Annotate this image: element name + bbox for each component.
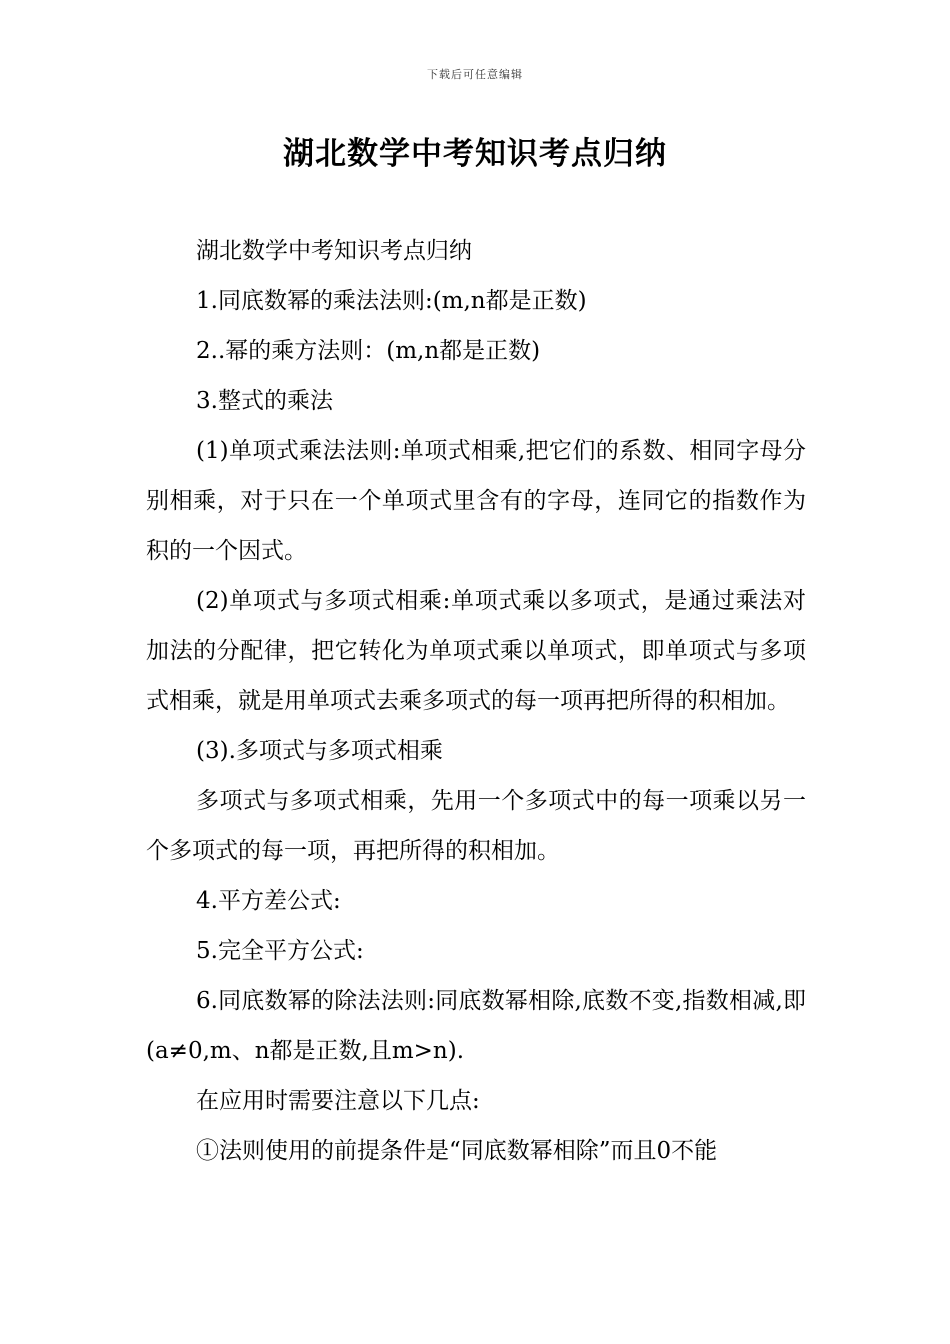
paragraph-rule-5: 5.完全平方公式: — [196, 938, 364, 964]
paragraph-rule-3-2: (2)单项式与多项式相乘:单项式乘以多项式，是通过乘法对加法的分配律，把它转化为单项式乘以单项式，即单项式与多项式相乘，就是用单项式去乘多项式的每一项再把所得的积相加。 — [146, 588, 806, 714]
paragraph-intro: 湖北数学中考知识考点归纳 — [196, 238, 472, 264]
paragraph-rule-6: 6.同底数幂的除法法则:同底数幂相除,底数不变,指数相减,即(a≠0,m、n都是正数,且m>n). — [146, 988, 806, 1064]
paragraph-rule-2: 2..幂的乘方法则：(m,n都是正数) — [196, 338, 541, 364]
page-title: 湖北数学中考知识考点归纳 — [283, 136, 667, 172]
paragraph-rule-3-3: (3).多项式与多项式相乘 — [196, 738, 443, 764]
paragraph-rule-3: 3.整式的乘法 — [196, 388, 333, 414]
document-body — [146, 226, 806, 1176]
paragraph-rule-3-1: (1)单项式乘法法则:单项式相乘,把它们的系数、相同字母分别相乘，对于只在一个单项式里含有的字母，连同它的指数作为积的一个因式。 — [146, 438, 806, 564]
header-note: 下载后可任意编辑 — [427, 68, 523, 81]
paragraph-rule-3-3-detail: 多项式与多项式相乘，先用一个多项式中的每一项乘以另一个多项式的每一项，再把所得的积相加。 — [146, 788, 806, 864]
paragraph-rule-4: 4.平方差公式: — [196, 888, 341, 914]
paragraph-rule-1: 1.同底数幂的乘法法则:(m,n都是正数) — [196, 288, 587, 314]
paragraph-notes-intro: 在应用时需要注意以下几点: — [196, 1088, 480, 1114]
paragraph-note-1: ①法则使用的前提条件是“同底数幂相除”而且0不能 — [196, 1138, 718, 1164]
